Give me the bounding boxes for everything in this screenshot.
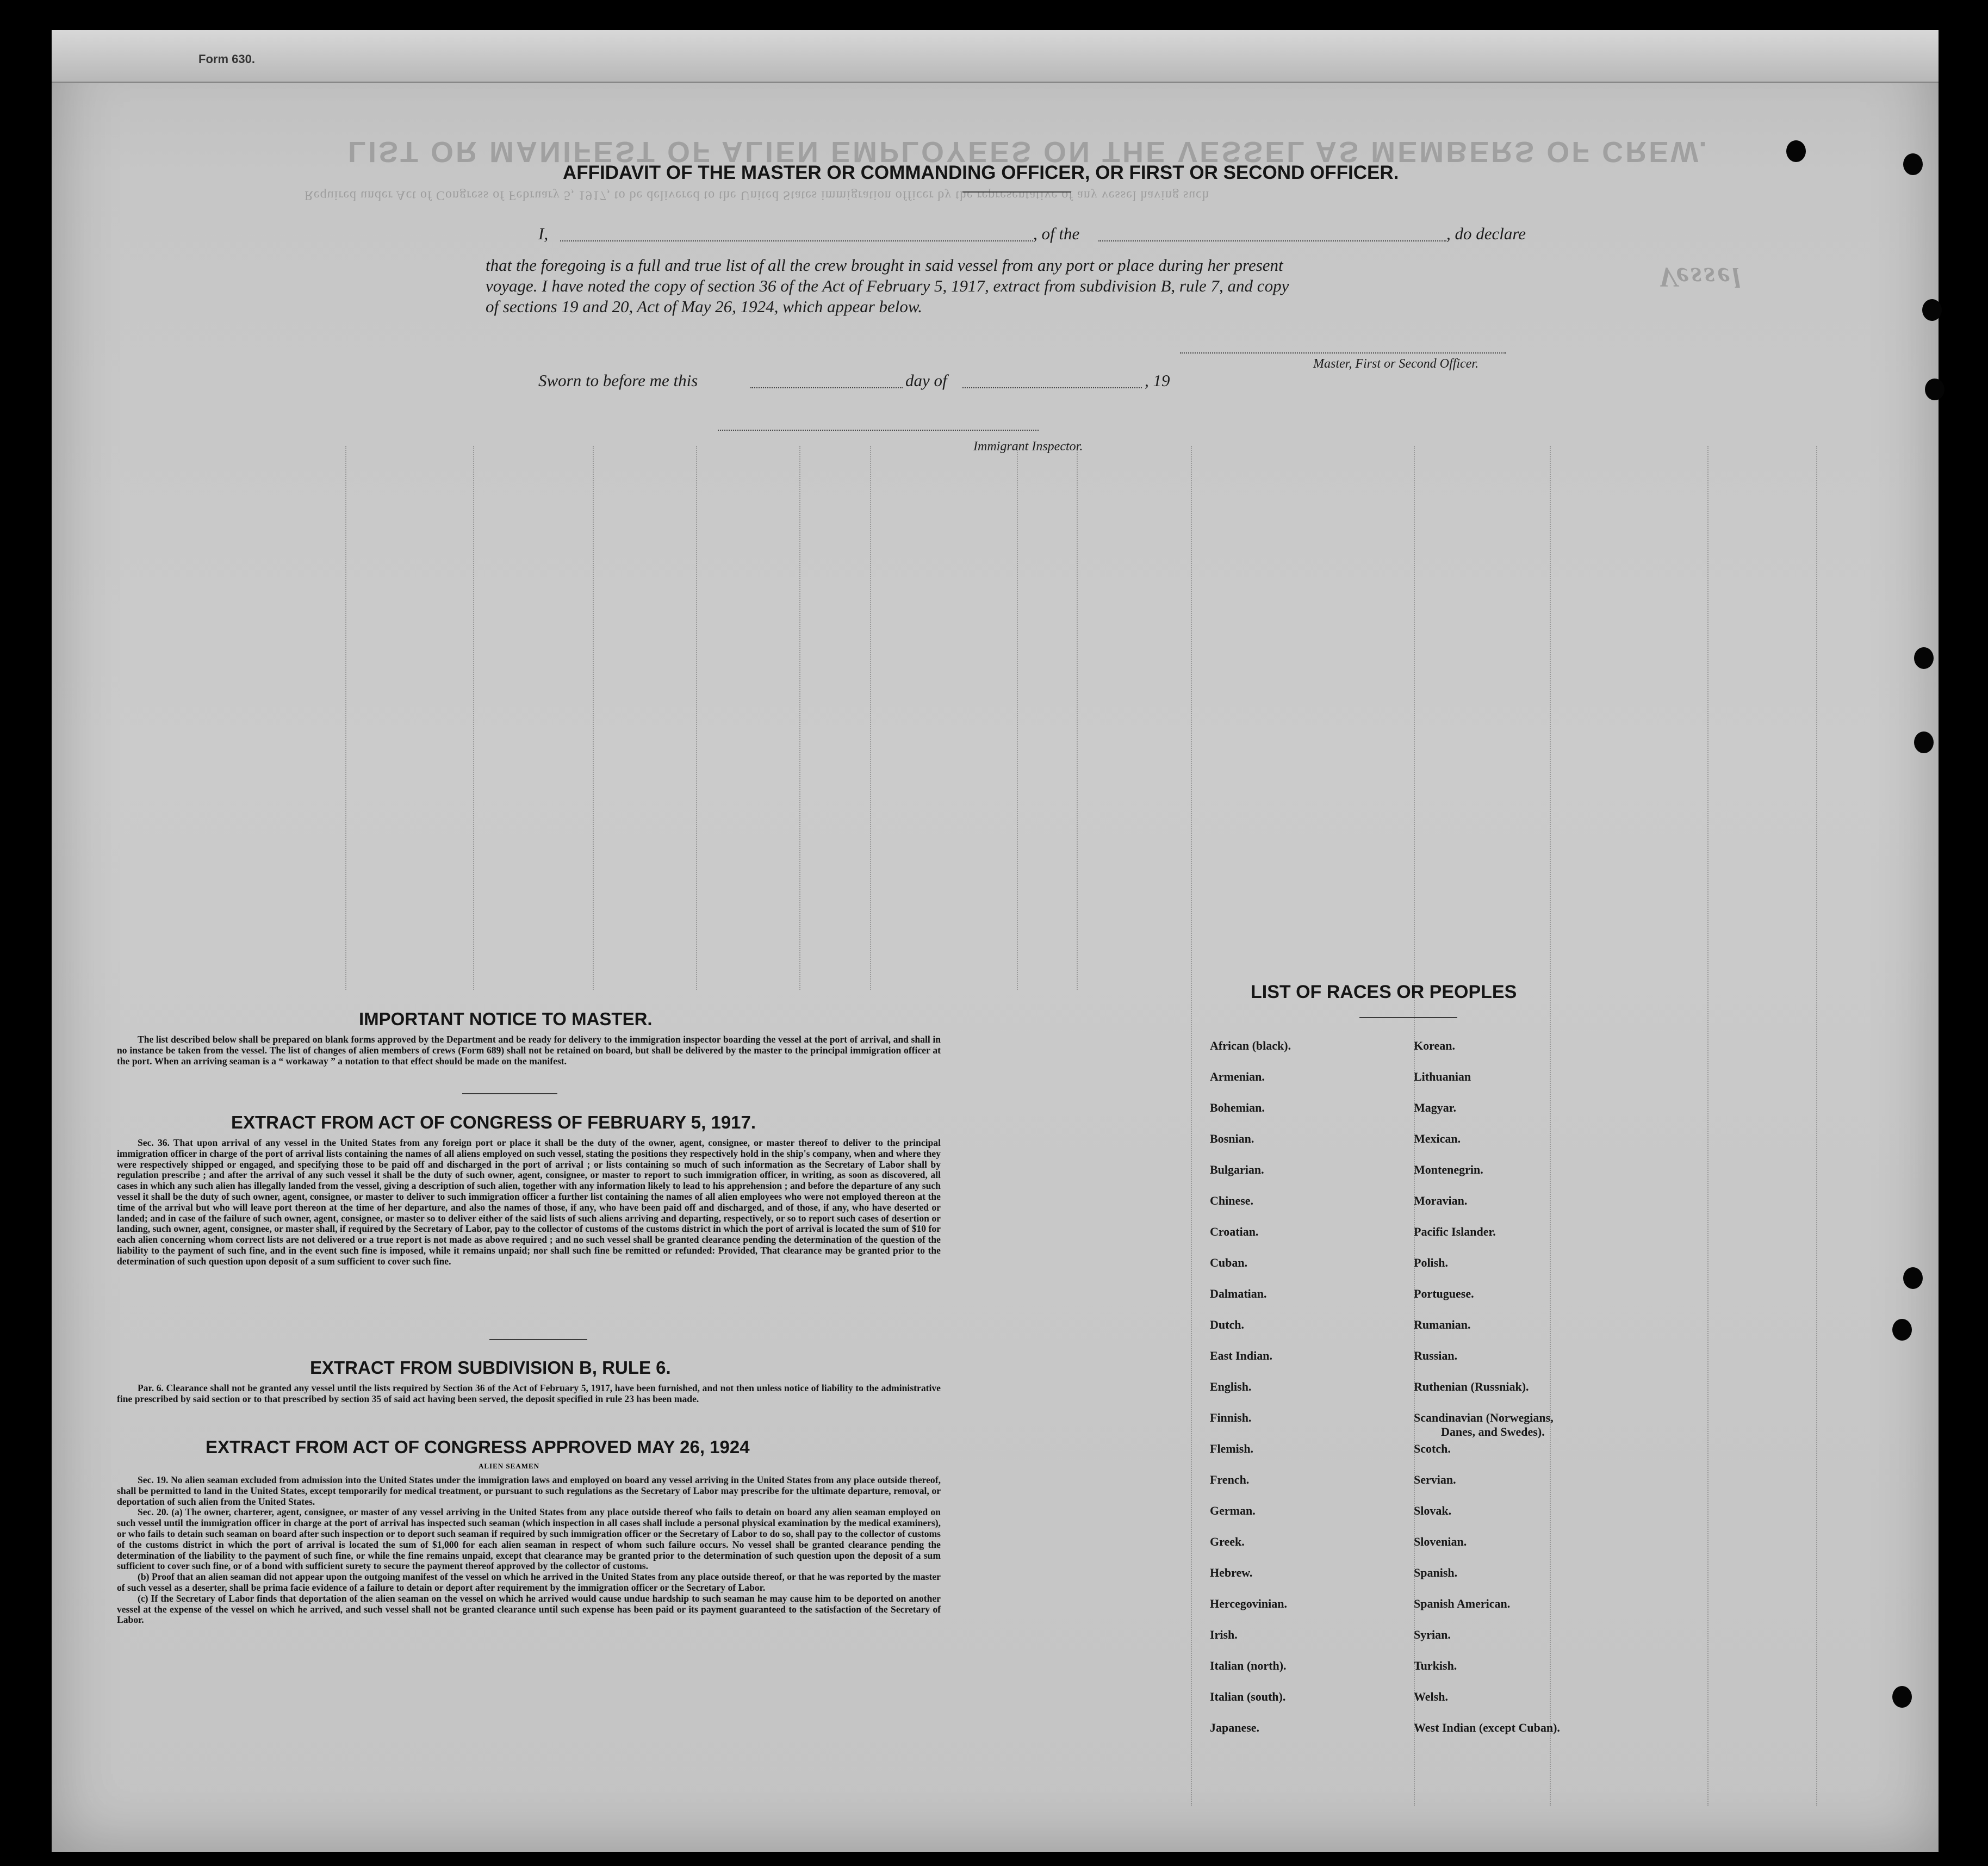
race-item: Hercegovinian. <box>1210 1597 1287 1610</box>
race-item: English. <box>1210 1380 1252 1393</box>
subdivision-title: EXTRACT FROM SUBDIVISION B, RULE 6. <box>310 1357 671 1378</box>
ghost-column-line <box>870 446 871 990</box>
race-item: Dutch. <box>1210 1318 1244 1331</box>
sec20c-paragraph: (c) If the Secretary of Labor finds that deportation of the alien seaman on the vessel on which he arrived would cause undue hardship to such seaman he may cause him to be deported on another vessel at the expense of the vessel on which he arrived, and such vessel shall not be granted clearance until such expense has been paid or its payment guaranteed to the satisfaction of the Secretary of Labor. <box>117 1592 941 1626</box>
race-item: Rumanian. <box>1414 1318 1471 1331</box>
race-item: Lithuanian <box>1414 1070 1471 1083</box>
sec19-paragraph: Sec. 19. No alien seaman excluded from admission into the United States under the immigration laws and employed on board any vessel arriving in the United States from any place outside thereof, shall be permitted to land in the United States, except temporarily for medical treatment, or pursuant to such regulations as the Secretary of Labor may prescribe for the ultimate departure, removal, or deportation of such alien from the United States. <box>117 1474 941 1507</box>
affidavit-of-the: , of the <box>1033 224 1080 243</box>
binder-hole <box>1925 379 1944 400</box>
race-item: Flemish. <box>1210 1442 1254 1455</box>
extract-1924-text <box>117 1475 941 1626</box>
notice-text <box>117 1034 941 1067</box>
ghost-column-line <box>345 446 346 990</box>
race-item: Croatian. <box>1210 1225 1259 1238</box>
affidavit-title: AFFIDAVIT OF THE MASTER OR COMMANDING OFFICER, OR FIRST OR SECOND OFFICER. <box>563 162 1399 183</box>
race-item: Slovenian. <box>1414 1535 1467 1548</box>
race-item: Montenegrin. <box>1414 1163 1483 1176</box>
race-item: Spanish. <box>1414 1566 1458 1579</box>
master-label: Master, First or Second Officer. <box>1313 357 1478 371</box>
ghost-column-line <box>593 446 594 990</box>
ghost-column-line <box>1191 446 1192 1806</box>
race-item: Cuban. <box>1210 1256 1248 1269</box>
race-item: Russian. <box>1414 1349 1458 1362</box>
ghost-column-line <box>1017 446 1018 990</box>
affidavit-do-declare: , do declare <box>1446 224 1526 243</box>
sworn-label: Sworn to before me this <box>538 371 698 390</box>
race-item: German. <box>1210 1504 1256 1517</box>
par6-paragraph: Par. 6. Clearance shall not be granted any vessel until the lists required by Section 36 of the Act of February 5, 1917, have been furnished, and not then unless notice of liability to the administrative fine prescribed by said section or to that prescribed by section 35 of said act having been served, the deposit specified in rule 23 has been made. <box>117 1383 941 1404</box>
race-item: French. <box>1210 1473 1250 1486</box>
race-item: Turkish. <box>1414 1659 1457 1672</box>
title-rule <box>962 191 1071 193</box>
race-item: West Indian (except Cuban). <box>1414 1721 1560 1734</box>
binder-hole <box>1922 299 1942 321</box>
race-item: Chinese. <box>1210 1194 1254 1207</box>
affidavit-line4: of sections 19 and 20, Act of May 26, 1924, which appear below. <box>486 297 923 316</box>
ghost-column-line <box>1077 446 1078 990</box>
race-item: Magyar. <box>1414 1101 1457 1114</box>
race-item: Finnish. <box>1210 1411 1252 1424</box>
ghost-heading: LIST OR MANIFEST OF ALIEN EMPLOYEES ON THE VESSEL AS MEMBERS OF CREW. <box>348 135 1710 168</box>
race-item: Armenian. <box>1210 1070 1265 1083</box>
race-item: Portuguese. <box>1414 1287 1474 1300</box>
race-item: Greek. <box>1210 1535 1245 1548</box>
race-item: Scandinavian (Norwegians, <box>1414 1411 1554 1424</box>
race-item: Mexican. <box>1414 1132 1461 1145</box>
race-item: Irish. <box>1210 1628 1238 1641</box>
affidavit-line3: voyage. I have noted the copy of section 36 of the Act of February 5, 1917, extract from subdivision B, rule 7, and copy <box>486 276 1289 295</box>
race-item: African (black). <box>1210 1039 1291 1052</box>
extract-1917-text <box>117 1138 941 1267</box>
sec20a-paragraph: Sec. 20. (a) The owner, charterer, agent, consignee, or master of any vessel arriving in the United States from any place outside thereof who fails to detain on board any alien seaman employed on such vessel until the immigration officer in charge at the port of arrival has inspected such seaman (which inspection in all cases shall include a personal physical examination by the medical examiners), or who fails to detain such seaman on board after such inspection or to deport such seaman if required by such immigration officer or the Secretary of Labor to do so, shall pay to the collector of customs of the customs district in which the port of arrival is located the sum of $1,000 for each alien seaman in respect of whom such failure occurs. No vessel shall be granted clearance pending the determination of the liability to the payment of such fine, or while the fine remains unpaid, except that clearance may be granted prior to the determination of such question upon the deposit of a sum sufficient to cover such fine, or of a bond with sufficient surety to secure the payment thereof approved by the collector of customs. <box>117 1507 941 1572</box>
race-item: Bohemian. <box>1210 1101 1265 1114</box>
binder-hole <box>1892 1686 1912 1708</box>
divider <box>462 1093 557 1094</box>
binder-hole <box>1914 731 1934 753</box>
race-item: Ruthenian (Russniak). <box>1414 1380 1529 1393</box>
race-item: Welsh. <box>1414 1690 1448 1703</box>
ghost-column-line <box>473 446 474 990</box>
ghost-column-line <box>1550 446 1551 1806</box>
inspector-signature-line[interactable] <box>718 430 1039 431</box>
race-item: Dalmatian. <box>1210 1287 1267 1300</box>
vessel-blank[interactable] <box>1098 240 1446 241</box>
notice-title: IMPORTANT NOTICE TO MASTER. <box>359 1009 653 1029</box>
binder-hole <box>1914 647 1934 669</box>
race-item: Slovak. <box>1414 1504 1452 1517</box>
race-item: Syrian. <box>1414 1628 1451 1641</box>
extract-1924-title: EXTRACT FROM ACT OF CONGRESS APPROVED MAY 26, 1924 <box>206 1437 750 1457</box>
name-blank[interactable] <box>560 240 1033 241</box>
day-of-label: day of <box>905 371 947 390</box>
races-title: LIST OF RACES OR PEOPLES <box>1251 982 1517 1002</box>
binder-hole <box>1903 1267 1923 1289</box>
races-rule <box>1359 1017 1457 1018</box>
race-item: Pacific Islander. <box>1414 1225 1496 1238</box>
sec20b-paragraph: (b) Proof that an alien seaman did not appear upon the outgoing manifest of the vessel on which he arrived in the United States from any place outside thereof, or that he was reported by the master of such vessel as a deserter, shall be prima facie evidence of a failure to detain or deport after requirement by the immigration officer or the Secretary of Labor. <box>117 1571 941 1593</box>
affidavit-line2: that the foregoing is a full and true list of all the crew brought in said vessel from any port or place during her present <box>486 256 1283 275</box>
race-item: Hebrew. <box>1210 1566 1253 1579</box>
page-top-edge <box>52 30 1939 83</box>
race-item: Spanish American. <box>1414 1597 1511 1610</box>
sworn-month-blank[interactable] <box>962 387 1142 388</box>
race-item: Moravian. <box>1414 1194 1468 1207</box>
race-item: Bulgarian. <box>1210 1163 1264 1176</box>
ghost-vessel: Vessel <box>1658 262 1742 293</box>
sec36-paragraph: Sec. 36. That upon arrival of any vessel in the United States from any foreign port or place it shall be the duty of the owner, agent, consignee, or master thereof to deliver to the principal immigration officer in charge of the port of arrival lists containing the names of all aliens employed on such vessel, stating the positions they respectively hold in the ship's company, when and where they were respectively shipped or engaged, and specifying those to be paid off and discharged in the port of arrival ; or lists containing so much of such information as the Secretary of Labor shall by regulation prescribe ; and after the arrival of any such vessel it shall be the duty of such owner, agent, consignee, or master to report to such immigration officer, in writing, as soon as discovered, all cases in which any such alien has illegally landed from the vessel, giving a description of such alien, together with any information likely to lead to his apprehension ; and before the departure of any such vessel it shall be the duty of such owner, agent, consignee, or master to deliver to such immigration officer a further list containing the names of all alien employees who were not employed thereon at the time of the arrival but who will leave port thereon at the time of her departure, and also the names of those, if any, who have been paid off and discharged, and of those, if any, who have deserted or landed; and in case of the failure of such owner, agent, consignee, or master so to deliver either of the said lists of such aliens arriving and departing, respectively, or so to report such cases of desertion or landing, such owner, agent, consignee, or master shall, if required by the Secretary of Labor, pay to the collector of customs of the customs district in which the port of arrival is located the sum of $10 for each alien concerning whom correct lists are not delivered or a true report is not made as above required ; and no such vessel shall be granted clearance pending the determination of the question of the liability to the payment of such fine, and in the event such fine is imposed, while it remains unpaid; nor shall such fine be remitted or refunded: Provided, That clearance may be granted prior to the determination of such question upon deposit of a sum sufficient to cover such fine. <box>117 1137 941 1267</box>
race-item: Korean. <box>1414 1039 1455 1052</box>
affidavit-i-label: I, <box>538 224 549 243</box>
extract-1917-title: EXTRACT FROM ACT OF CONGRESS OF FEBRUARY 5, 1917. <box>231 1112 756 1132</box>
ghost-column-line <box>1707 446 1709 1806</box>
race-item: Italian (north). <box>1210 1659 1287 1672</box>
ghost-column-line <box>1816 446 1817 1806</box>
year-label: , 19 <box>1145 371 1170 390</box>
binder-hole <box>1903 153 1923 175</box>
subdivision-text <box>117 1383 941 1405</box>
binder-hole <box>1892 1319 1912 1341</box>
ghost-subheading: Required under Act of Congress of February 5, 1917, to be delivered to the United States immigration officer by the representative of any vessel having such <box>305 188 1209 202</box>
sworn-day-blank[interactable] <box>750 387 903 388</box>
race-item: East Indian. <box>1210 1349 1272 1362</box>
race-item: Servian. <box>1414 1473 1456 1486</box>
form-number: Form 630. <box>198 52 255 66</box>
alien-seamen-subtitle: ALIEN SEAMEN <box>479 1462 540 1470</box>
race-item-scandinavian-cont: Danes, and Swedes). <box>1441 1425 1545 1439</box>
race-item: Scotch. <box>1414 1442 1451 1455</box>
race-item: Polish. <box>1414 1256 1448 1269</box>
notice-paragraph: The list described below shall be prepared on blank forms approved by the Department and be ready for delivery to the immigration inspector boarding the vessel at the port of arrival, and shall in no instance be taken from the vessel. The list of changes of alien members of crews (Form 689) shall not be retained on board, but shall be delivered by the master to the principal immigration officer at the port. When an arriving seaman is a “ workaway ” a notation to that effect should be made on the manifest. <box>117 1034 941 1067</box>
ghost-column-line <box>799 446 800 990</box>
race-item: Italian (south). <box>1210 1690 1286 1703</box>
ghost-column-line <box>696 446 697 990</box>
divider <box>489 1339 587 1340</box>
inspector-label: Immigrant Inspector. <box>973 439 1083 454</box>
race-item: Bosnian. <box>1210 1132 1254 1145</box>
master-signature-line[interactable] <box>1180 352 1506 354</box>
race-item: Japanese. <box>1210 1721 1260 1734</box>
binder-hole <box>1786 140 1806 162</box>
